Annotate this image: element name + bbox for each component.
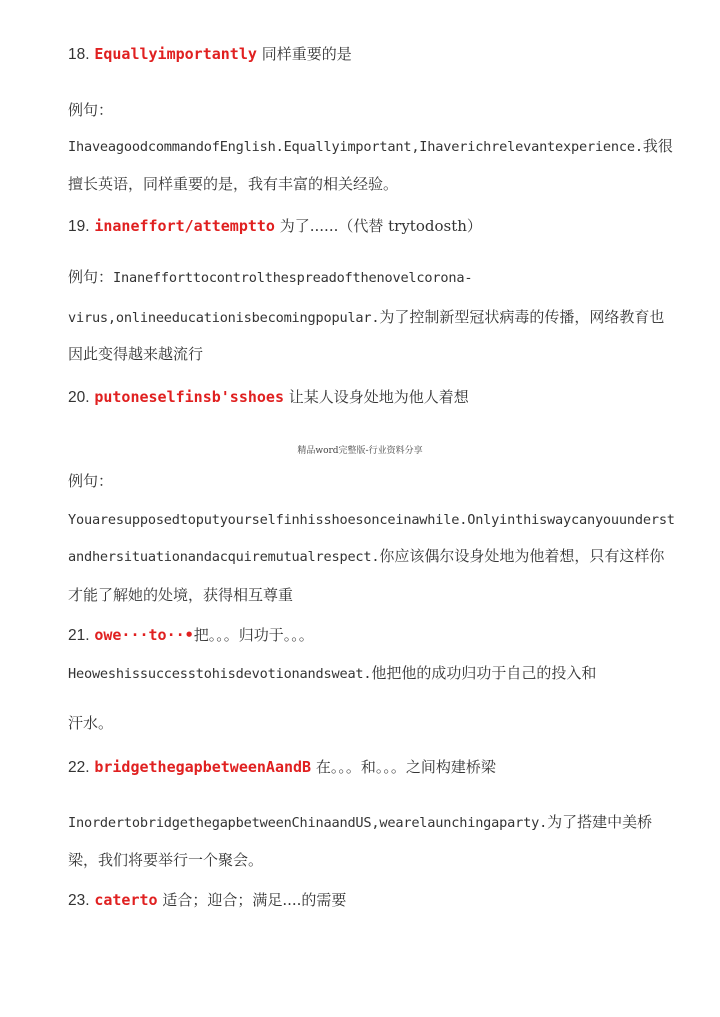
entry-number: 21.	[68, 627, 90, 644]
example-line	[68, 307, 664, 328]
example-label: 例句：	[68, 472, 114, 490]
page-footer: 精品word完整版-行业资料分享	[297, 446, 423, 456]
example-english: virus,onlineeducationisbecomingpopular.	[68, 310, 380, 326]
example-chinese-line: 梁，我们将要举行一个聚会。	[68, 851, 264, 869]
example-english: andhersituationandacquiremutualrespect.	[68, 549, 380, 565]
example-chinese: 我很	[642, 137, 673, 155]
entry-22-heading	[68, 757, 496, 778]
example-line	[68, 267, 472, 288]
example-chinese-line: 才能了解她的处境，获得相互尊重	[68, 586, 294, 604]
entry-number: 19.	[68, 218, 90, 235]
entry-meaning: 在。。。和。。。之间构建桥梁	[315, 758, 496, 776]
example-chinese: 为了控制新型冠状病毒的传播，网络教育也	[379, 308, 665, 326]
example-label: 例句：	[68, 268, 114, 286]
entry-term: caterto	[94, 891, 158, 909]
example-english: Inanefforttocontrolthespreadofthenovelcorona-	[113, 270, 473, 286]
example-english: Heoweshissuccesstohisdevotionandsweat.	[68, 666, 372, 682]
entry-20-heading	[68, 387, 469, 408]
entry-19-heading	[68, 216, 482, 237]
entry-meaning: 为了......（代替 trytodosth）	[279, 217, 482, 235]
entry-meaning: 适合；迎合；满足....的需要	[162, 891, 347, 909]
example-chinese: 你应该偶尔设身处地为他着想，只有这样你	[379, 547, 665, 565]
example-chinese: 为了搭建中美桥	[547, 813, 653, 831]
entry-term: owe···to··•	[94, 626, 194, 644]
entry-term: inaneffort/attemptto	[94, 217, 275, 235]
example-line	[68, 509, 675, 530]
entry-number: 18.	[68, 46, 90, 63]
example-chinese-line: 汗水。	[68, 714, 114, 732]
example-line	[68, 546, 664, 567]
entry-meaning: 同样重要的是	[261, 45, 352, 63]
entry-23-heading	[68, 890, 346, 911]
entry-meaning: 把。。。归功于。。。	[193, 626, 314, 644]
example-chinese-line: 擅长英语，同样重要的是，我有丰富的相关经验。	[68, 175, 399, 193]
entry-number: 22.	[68, 759, 90, 776]
example-line	[68, 136, 673, 157]
entry-18-heading	[68, 44, 352, 65]
example-label: 例句：	[68, 101, 114, 119]
example-english: InordertobridgethegapbetweenChinaandUS,wearelaunchingaparty.	[68, 815, 548, 831]
entry-term: bridgethegapbetweenAandB	[94, 758, 312, 776]
example-chinese: 他把他的成功归功于自己的投入和	[371, 664, 597, 682]
example-english: IhaveagoodcommandofEnglish.Equallyimportant,Ihaverichrelevantexperience.	[68, 139, 643, 155]
example-chinese-line: 因此变得越来越流行	[68, 345, 204, 363]
example-line	[68, 663, 596, 684]
entry-term: Equallyimportantly	[94, 45, 257, 63]
example-english: Youaresupposedtoputyourselfinhisshoesonceinawhile.Onlyinthiswaycanyouunderst	[68, 512, 675, 528]
example-line	[68, 812, 652, 833]
entry-term: putoneselfinsb'sshoes	[94, 388, 284, 406]
entry-number: 23.	[68, 892, 90, 909]
entry-number: 20.	[68, 389, 90, 406]
entry-21-heading	[68, 625, 314, 646]
entry-meaning: 让某人设身处地为他人着想	[288, 388, 469, 406]
